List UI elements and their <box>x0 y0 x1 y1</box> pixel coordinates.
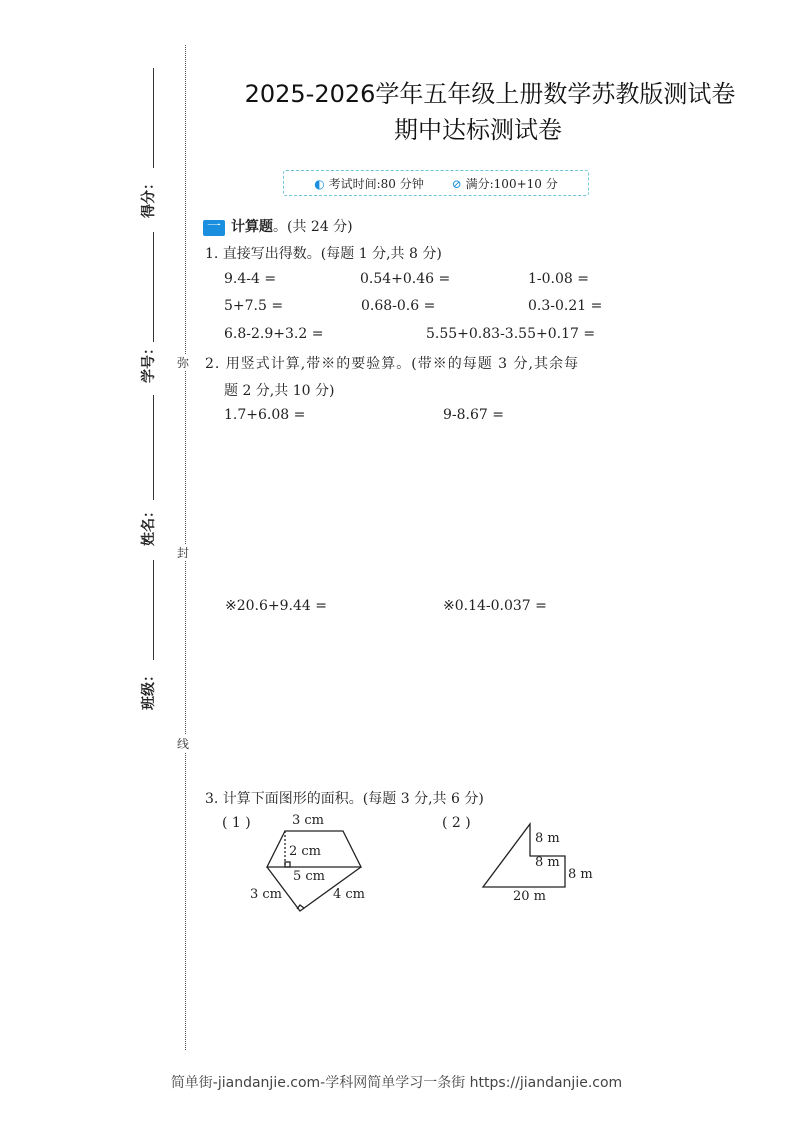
seal-char: 线 <box>177 737 190 751</box>
q1-item: 0.68-0.6 = <box>361 298 436 314</box>
q1-item: 6.8-2.9+3.2 = <box>224 326 324 342</box>
check-icon: ⊘ <box>451 176 462 191</box>
student-id-label: 学号： <box>141 341 157 383</box>
fig2-bottom: 20 m <box>513 889 547 904</box>
fig1-label: ( 1 ) <box>222 815 251 831</box>
q2-title-cont: 题 2 分,共 10 分) <box>224 383 335 399</box>
fig1-height: 2 cm <box>289 844 322 859</box>
fig1-right: 4 cm <box>333 887 366 902</box>
full-score: 满分:100+10 分 <box>465 176 558 191</box>
title-line-2: 期中达标测试卷 <box>394 116 562 144</box>
fig1-left: 3 cm <box>250 887 283 902</box>
fig1-base: 5 cm <box>293 869 326 884</box>
title-line-1: 2025-2026学年五年级上册数学苏教版测试卷 <box>244 80 736 108</box>
q1-item: 0.3-0.21 = <box>528 298 603 314</box>
exam-time: 考试时间:80 分钟 <box>328 176 424 191</box>
q2-item: ※20.6+9.44 = <box>225 598 327 614</box>
q1-item: 5+7.5 = <box>224 298 284 314</box>
q2-title: 2. 用竖式计算,带※的要验算。(带※的每题 3 分,其余每 <box>205 356 579 372</box>
q2-item: ※0.14-0.037 = <box>443 598 547 614</box>
q1-item: 0.54+0.46 = <box>360 271 451 287</box>
section-title: 计算题 <box>231 219 273 235</box>
fig2-b: 8 m <box>535 855 560 870</box>
clock-icon: ◐ <box>314 176 325 191</box>
section-score: 。(共 24 分) <box>273 219 353 235</box>
q1-item: 9.4-4 = <box>224 271 277 287</box>
score-label: 得分： <box>141 176 157 218</box>
fig2-c: 8 m <box>568 867 593 882</box>
q3-title: 3. 计算下面图形的面积。(每题 3 分,共 6 分) <box>205 791 484 807</box>
q2-item: 1.7+6.08 = <box>224 407 306 423</box>
seal-char: 封 <box>177 546 190 560</box>
fig2-label: ( 2 ) <box>442 815 471 831</box>
footer-watermark: 简单街-jiandanjie.com-学科网简单学习一条街 https://jiandanjie.com <box>170 1075 623 1091</box>
q2-item: 9-8.67 = <box>443 407 504 423</box>
fig1-top: 3 cm <box>292 813 325 828</box>
section-badge: 一 <box>203 220 225 236</box>
q1-item: 1-0.08 = <box>528 271 589 287</box>
name-label: 姓名： <box>141 504 157 546</box>
q1-title: 1. 直接写出得数。(每题 1 分,共 8 分) <box>205 246 442 262</box>
q1-item: 5.55+0.83-3.55+0.17 = <box>426 326 596 342</box>
seal-char: 弥 <box>177 356 190 370</box>
class-label: 班级： <box>141 668 157 710</box>
fig2-a: 8 m <box>535 831 560 846</box>
